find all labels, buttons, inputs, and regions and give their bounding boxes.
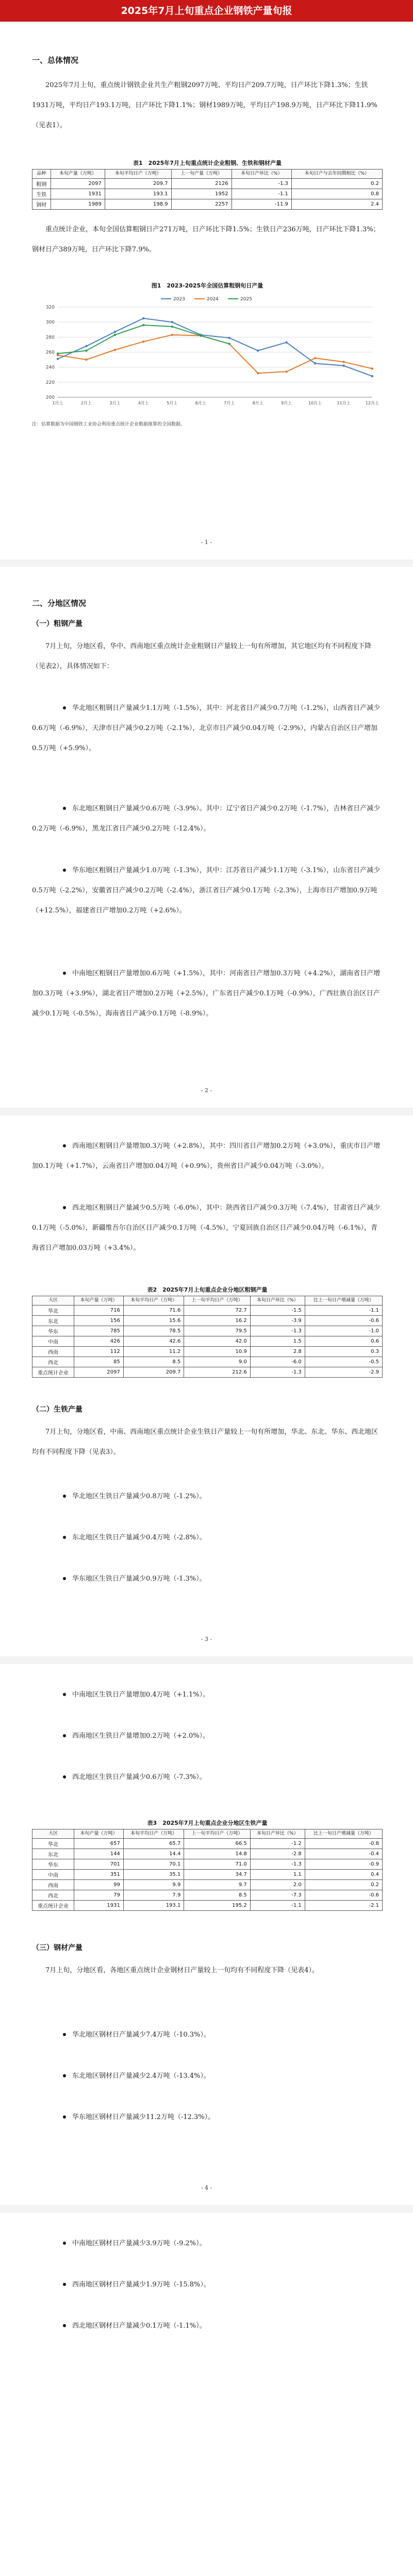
table-header-cell: 比上一旬日产增减量（万吨） [305, 1296, 382, 1306]
page-4 [0, 1664, 413, 2205]
bullet-dot [63, 1577, 66, 1580]
legend-label: 2024 [207, 297, 219, 302]
table-cell: 426 [74, 1336, 124, 1347]
table-cell: 99 [74, 1880, 124, 1890]
subsection-steel-products: （三）钢材产量 [32, 1944, 82, 1952]
paragraph-overview: 2025年7月上旬，重点统计钢铁企业共生产粗钢2097万吨、平均日产209.7万吨，日产环比下降1.3%；生铁1931万吨，平均日产193.1万吨，日产环比下降1.1%；钢材1989万吨，平均日产198.9万吨，日产环比下降11.9%（见表1）。 [32, 81, 377, 129]
bullet-dot [63, 2074, 66, 2077]
bullet-dot [63, 2115, 66, 2119]
table-cell: 144 [74, 1849, 124, 1859]
table-cell: -1.2 [250, 1839, 305, 1849]
bullet-dot [63, 1144, 66, 1147]
table-cell: 35.1 [123, 1870, 184, 1880]
x-tick-label: 6月上 [195, 401, 206, 405]
pig-northeast-bullet: 东北地区生铁日产量减少0.4万吨（-2.8%）。 [32, 1528, 383, 1548]
data-point [142, 317, 144, 319]
table-row [32, 179, 383, 189]
crude-central-south-bullet: 中南地区粗钢日产量增加0.6万吨（+1.5%），其中：河南省日产增加0.3万吨（+4.2%），湖南省日产增加0.3万吨（+3.9%），湖北省日产增加0.2万吨（+2.5%），广东省日产减少0.1万吨（-0.9%），广西壮族自治区日产减少0.1万吨（-0.5%），海南省日产减少0.1万吨（-8.9%）。 [32, 970, 381, 1018]
table-cell: -1.1 [305, 1306, 382, 1316]
data-point [314, 357, 316, 359]
crude-northeast-bullet: 东北地区粗钢日产量减少0.6万吨（-3.9%）。其中：辽宁省日产减少0.2万吨（-1.7%），吉林省日产减少0.2万吨（-6.9%），黑龙江省日产减少0.2万吨（-12.4%）。 [32, 805, 381, 833]
table1-caption: 表1 2025年7月上旬重点统计企业粗钢、生铁和钢材产量 [133, 160, 282, 166]
table-cell: 193.1 [105, 189, 171, 199]
table-cell: 195.2 [184, 1901, 250, 1911]
data-point [85, 349, 87, 351]
bullet-dot [63, 2033, 66, 2036]
table-cell: 71.0 [184, 1859, 250, 1870]
table-cell: 716 [74, 1306, 124, 1316]
table2 [32, 1296, 383, 1378]
table-cell: -1.3 [250, 1367, 305, 1378]
bullet-dot [63, 972, 66, 975]
table-cell: 8.5 [123, 1357, 184, 1367]
table-cell: 西北 [32, 1890, 74, 1901]
table-cell: 0.8 [291, 189, 382, 199]
table-cell: 1931 [51, 189, 105, 199]
table-cell: -11.9 [232, 199, 291, 210]
table-cell: 华东 [32, 1859, 74, 1870]
bullet-dot [63, 807, 66, 810]
data-point [371, 375, 373, 377]
x-tick-label: 8月上 [252, 401, 263, 405]
table-row [32, 1306, 383, 1316]
table-header-cell: 大区 [32, 1829, 74, 1839]
table-cell: 1952 [171, 189, 232, 199]
bullet-dot [63, 1734, 66, 1737]
table-header-cell: 本旬产量（万吨） [74, 1296, 124, 1306]
data-point [142, 324, 144, 326]
table-row [32, 1316, 383, 1326]
table-header-cell: 本旬产量（万吨） [51, 170, 105, 179]
y-tick-label: 280 [45, 335, 55, 341]
data-point [171, 334, 173, 336]
table-header-cell: 上一旬平均日产（万吨） [184, 1296, 250, 1306]
table-row [32, 1326, 383, 1336]
series-line-2025 [58, 325, 229, 353]
x-tick-label: 4月上 [138, 401, 149, 405]
title-banner [0, 0, 413, 22]
table-cell: 0.2 [305, 1880, 382, 1890]
table-header-cell: 本旬平均日产（万吨） [105, 170, 171, 179]
chart1-note: 注：估算数据为中国钢铁工业协会利用重点统计企业数据推算的全国数据。 [32, 422, 186, 427]
table-cell: 2257 [171, 199, 232, 210]
table-cell: 14.4 [123, 1849, 184, 1859]
table-row [32, 1357, 383, 1367]
y-tick-label: 320 [45, 305, 55, 310]
table-cell: 2.8 [250, 1347, 305, 1357]
table-row [32, 189, 383, 199]
y-tick-label: 260 [45, 350, 55, 355]
section-heading-regions: 二、分地区情况 [32, 599, 87, 608]
table-cell: 351 [74, 1870, 124, 1880]
table-cell: 10.9 [184, 1347, 250, 1357]
data-point [114, 349, 116, 351]
steel-northeast-bullet: 东北地区钢材日产量减少2.4万吨（-13.4%）。 [32, 2066, 383, 2086]
table-header-cell: 品种 [32, 170, 51, 179]
paragraph-steel-intro: 7月上旬，分地区看，各地区重点统计企业钢材日产量较上一旬均有不同程度下降（见表4）。 [45, 1967, 319, 1974]
paragraph-national-estimate: 重点统计企业，本旬全国估算粗钢日产271万吨，日产环比下降1.5%；生铁日产236万吨，日产环比下降1.3%；钢材日产389万吨，日产环比下降7.9%。 [32, 226, 380, 253]
legend-label: 2023 [173, 297, 185, 302]
table-cell: 65.7 [123, 1839, 184, 1849]
pig-north-bullet: 华北地区生铁日产量减少0.8万吨（-1.2%）。 [32, 1486, 383, 1506]
y-tick-label: 220 [45, 380, 55, 385]
table-cell: 8.5 [184, 1890, 250, 1901]
table-cell: 42.6 [123, 1336, 184, 1347]
table-header-cell: 本旬平均日产（万吨） [123, 1829, 184, 1839]
bullet-dot [63, 706, 66, 709]
table-cell: 209.7 [123, 1367, 184, 1378]
pig-central-south-bullet: 中南地区生铁日产量增加0.4万吨（+1.1%）。 [32, 1685, 383, 1705]
table-cell: 2126 [171, 179, 232, 189]
y-tick-label: 300 [45, 320, 55, 326]
data-point [314, 362, 316, 364]
table-cell: 中南 [32, 1870, 74, 1880]
subsection-crude-steel: （一）粗钢产量 [32, 620, 82, 628]
table-row [32, 1849, 383, 1859]
data-point [342, 365, 344, 367]
table-cell: 198.9 [105, 199, 171, 210]
table-cell: -0.8 [305, 1839, 382, 1849]
table-row [32, 199, 383, 210]
bullet-dot [63, 1206, 66, 1209]
table-cell: 东北 [32, 1316, 74, 1326]
paragraph-region-intro: 7月上旬，分地区看，华中、西南地区重点统计企业粗钢日产量较上一旬有所增加，其它地区均有不同程度下降（见表2），具体情况如下： [32, 642, 372, 670]
table-cell: 粗钢 [32, 179, 51, 189]
pig-east-bullet: 华东地区生铁日产量减少0.9万吨（-1.3%）。 [32, 1569, 383, 1589]
data-point [114, 331, 116, 333]
table-cell: 701 [74, 1859, 124, 1870]
table-header-cell: 本旬平均日产（万吨） [123, 1296, 184, 1306]
table-cell: -3.9 [250, 1316, 305, 1326]
table-row [32, 1880, 383, 1890]
crude-steel-daily-output-chart [32, 292, 383, 415]
table-cell: -1.3 [232, 179, 291, 189]
page-number: - 2 - [201, 1087, 212, 1094]
bullet-dot [63, 1495, 66, 1498]
table-cell: -6.0 [250, 1357, 305, 1367]
table-row [32, 1890, 383, 1901]
table-cell: 11.2 [123, 1347, 184, 1357]
table-cell: -1.1 [250, 1901, 305, 1911]
table-cell: 85 [74, 1357, 124, 1367]
table-header-cell: 本旬日产环比（%） [250, 1829, 305, 1839]
table-cell: 42.0 [184, 1336, 250, 1347]
table-cell: -2.1 [305, 1901, 382, 1911]
table-cell: 钢材 [32, 199, 51, 210]
bullet-dot [63, 1536, 66, 1539]
table-cell: -1.1 [232, 189, 291, 199]
legend-label: 2025 [240, 297, 252, 302]
data-point [228, 337, 230, 339]
report-title: 2025年7月上旬重点企业钢铁产量旬报 [121, 5, 292, 16]
data-point [200, 334, 202, 336]
data-point [371, 367, 373, 369]
data-point [285, 341, 287, 343]
table-cell: 785 [74, 1326, 124, 1336]
table-cell: 212.6 [184, 1367, 250, 1378]
table-cell: -2.9 [305, 1367, 382, 1378]
data-point [285, 370, 287, 372]
table-cell: 0.3 [305, 1347, 382, 1357]
crude-north-bullet: 华北地区粗钢日产量减少1.1万吨（-1.5%），其中：河北省日产减少0.7万吨（-1.2%），山西省日产减少0.6万吨（-6.9%），天津市日产减少0.2万吨（-2.1%），北京市日产减少0.04万吨（-2.9%），内蒙古自治区日产增加0.5万吨（+5.9%）。 [32, 704, 381, 752]
table-header-cell: 上一旬平均日产（万吨） [184, 1829, 250, 1839]
table-cell: 2.4 [291, 199, 382, 210]
data-point [57, 352, 59, 354]
table-row [32, 1901, 383, 1911]
data-point [114, 334, 116, 336]
table-cell: 华东 [32, 1326, 74, 1336]
data-point [171, 326, 173, 328]
table-cell: 东北 [32, 1849, 74, 1859]
table-cell: -0.6 [305, 1316, 382, 1326]
data-point [171, 321, 173, 323]
table-cell: 2097 [74, 1367, 124, 1378]
steel-southwest-bullet: 西南地区钢材日产量减少1.9万吨（-15.8%）。 [32, 2275, 383, 2295]
table-row [32, 1859, 383, 1870]
page-number: - 1 - [201, 539, 212, 546]
table-cell: 2097 [51, 179, 105, 189]
page-number: - 3 - [201, 1636, 212, 1642]
x-tick-label: 3月上 [109, 401, 121, 405]
subsection-pig-iron: （二）生铁产量 [32, 1405, 82, 1414]
table-cell: 657 [74, 1839, 124, 1849]
pig-northwest-bullet: 西北地区生铁日产量减少0.6万吨（-7.3%）。 [32, 1767, 383, 1787]
crude-northwest-bullet: 西北地区粗钢日产量减少0.5万吨（-6.0%），其中：陕西省日产减少0.3万吨（-7.4%），甘肃省日产减少0.1万吨（-5.0%），新疆维吾尔自治区日产减少0.1万吨（-4.5%），宁夏回族自治区日产减少0.04万吨（-6.1%），青海省日产增加0.03万吨（+3.4%）。 [32, 1204, 381, 1252]
table-cell: 2.0 [250, 1880, 305, 1890]
table-row [32, 1336, 383, 1347]
table-cell: 34.7 [184, 1870, 250, 1880]
table-header-cell: 本旬日产环比（%） [250, 1296, 305, 1306]
table-cell: -0.5 [305, 1357, 382, 1367]
table3-caption: 表3 2025年7月上旬重点企业分地区生铁产量 [147, 1820, 268, 1826]
table-cell: 华北 [32, 1839, 74, 1849]
x-tick-label: 2月上 [80, 401, 92, 405]
x-tick-label: 7月上 [224, 401, 235, 405]
table-cell: 79.5 [184, 1326, 250, 1336]
x-tick-label: 10月上 [308, 401, 322, 405]
data-point [257, 372, 259, 374]
bullet-dot [63, 1693, 66, 1696]
x-tick-label: 1月上 [52, 401, 63, 405]
table-cell: 华北 [32, 1306, 74, 1316]
table-row [32, 1347, 383, 1357]
page-3 [0, 1115, 413, 1656]
table-row [32, 1367, 383, 1378]
table-cell: 1.1 [250, 1870, 305, 1880]
steel-east-bullet: 华东地区钢材日产量减少11.2万吨（-12.3%）。 [32, 2107, 383, 2127]
table-cell: 14.8 [184, 1849, 250, 1859]
bullet-dot [63, 1775, 66, 1778]
table-cell: 193.1 [123, 1901, 184, 1911]
table-cell: 西南 [32, 1880, 74, 1890]
page-5 [0, 2213, 413, 2576]
x-tick-label: 9月上 [281, 401, 292, 405]
section-heading-overview: 一、总体情况 [32, 56, 79, 65]
table-row [32, 1839, 383, 1849]
x-tick-label: 11月上 [337, 401, 351, 405]
table-row [32, 1870, 383, 1880]
bullet-dot [63, 2324, 66, 2327]
table-header-cell: 大区 [32, 1296, 74, 1306]
table-cell: 66.5 [184, 1839, 250, 1849]
paragraph-pig-intro: 7月上旬，分地区看，中南、西南地区重点统计企业生铁日产量较上一旬有所增加，华北、东北、华东、西北地区均有不同程度下降（见表3）。 [32, 1428, 378, 1456]
table1 [32, 169, 383, 210]
table-cell: 70.1 [123, 1859, 184, 1870]
table-cell: 79 [74, 1890, 124, 1901]
table-cell: 209.7 [105, 179, 171, 189]
table-cell: 0.6 [305, 1336, 382, 1347]
table-cell: 9.9 [123, 1880, 184, 1890]
crude-east-bullet: 华东地区粗钢日产量减少1.0万吨（-1.3%），其中：江苏省日产减少1.1万吨（-3.1%），山东省日产减少0.5万吨（-2.2%），安徽省日产减少0.2万吨（-2.4%），浙江省日产减少0.1万吨（-2.3%），上海市日产增加0.9万吨（+12.5%），福建省日产增加0.2万吨（+2.6%）。 [32, 867, 381, 914]
table-cell: 15.6 [123, 1316, 184, 1326]
table-cell: 中南 [32, 1336, 74, 1347]
table3 [32, 1829, 383, 1911]
table-cell: -2.8 [250, 1849, 305, 1859]
table-cell: -1.3 [250, 1859, 305, 1870]
table-cell: 72.7 [184, 1306, 250, 1316]
table-cell: 重点统计企业 [32, 1901, 74, 1911]
table-cell: -0.9 [305, 1859, 382, 1870]
table-cell: -1.5 [250, 1306, 305, 1316]
table-header-cell: 上一旬产量（万吨） [171, 170, 232, 179]
table-cell: -0.6 [305, 1890, 382, 1901]
x-tick-label: 12月上 [365, 401, 379, 405]
crude-southwest-bullet: 西南地区粗钢日产量增加0.3万吨（+2.8%），其中：四川省日产增加0.2万吨（+3.0%），重庆市日产增加0.1万吨（+1.7%），云南省日产增加0.04万吨（+0.9%），贵州省日产减少0.04万吨（-3.0%）。 [32, 1142, 381, 1170]
steel-central-south-bullet: 中南地区钢材日产量减少3.9万吨（-9.2%）。 [32, 2233, 383, 2253]
table-cell: -0.4 [305, 1849, 382, 1859]
table-cell: 0.4 [305, 1870, 382, 1880]
table-cell: 71.6 [123, 1306, 184, 1316]
table-cell: -1.0 [305, 1326, 382, 1336]
y-tick-label: 240 [45, 365, 55, 370]
y-tick-label: 200 [45, 395, 55, 400]
pig-southwest-bullet: 西南地区生铁日产量增加0.2万吨（+2.0%）。 [32, 1726, 383, 1746]
page-2 [0, 567, 413, 1108]
table-cell: 1.5 [250, 1336, 305, 1347]
bullet-dot [63, 869, 66, 872]
table-cell: 16.2 [184, 1316, 250, 1326]
table2-caption: 表2 2025年7月上旬重点企业分地区粗钢产量 [147, 1286, 268, 1293]
steel-north-bullet: 华北地区钢材日产量减少7.4万吨（-10.3%）。 [32, 2025, 383, 2045]
data-point [257, 349, 259, 351]
data-point [57, 358, 59, 360]
data-point [142, 341, 144, 343]
table-cell: 9.7 [184, 1880, 250, 1890]
x-tick-label: 5月上 [167, 401, 178, 405]
chart1-box [32, 292, 383, 415]
table-cell: 西北 [32, 1357, 74, 1367]
table-cell: 7.9 [123, 1890, 184, 1901]
table-cell: 1989 [51, 199, 105, 210]
table-header-cell: 本旬日产与去年同期相比（%） [291, 170, 382, 179]
data-point [228, 343, 230, 345]
series-line-2023 [58, 318, 372, 376]
data-point [85, 359, 87, 361]
bullet-dot [63, 2242, 66, 2245]
table-header-cell: 本旬产量（万吨） [74, 1829, 124, 1839]
steel-northwest-bullet: 西北地区钢材日产量减少0.1万吨（-1.1%）。 [32, 2316, 383, 2336]
page-1 [0, 24, 413, 560]
table-cell: -1.3 [250, 1326, 305, 1336]
table-cell: 生铁 [32, 189, 51, 199]
table-cell: 重点统计企业 [32, 1367, 74, 1378]
data-point [85, 345, 87, 347]
table-cell: 156 [74, 1316, 124, 1326]
table-header-cell: 本旬日产环比（%） [232, 170, 291, 179]
page-number: - 4 - [201, 2184, 212, 2191]
chart1-caption: 图1 2023-2025年全国估算粗钢旬日产量 [151, 282, 263, 289]
bullet-dot [63, 2283, 66, 2286]
table-cell: 0.2 [291, 179, 382, 189]
table-cell: -7.3 [250, 1890, 305, 1901]
table-cell: 西南 [32, 1347, 74, 1357]
table-cell: 1931 [74, 1901, 124, 1911]
table-cell: 9.0 [184, 1357, 250, 1367]
data-point [342, 361, 344, 363]
table-cell: 78.5 [123, 1326, 184, 1336]
table-cell: 112 [74, 1347, 124, 1357]
table-header-cell: 比上一旬日产增减量（万吨） [305, 1829, 382, 1839]
